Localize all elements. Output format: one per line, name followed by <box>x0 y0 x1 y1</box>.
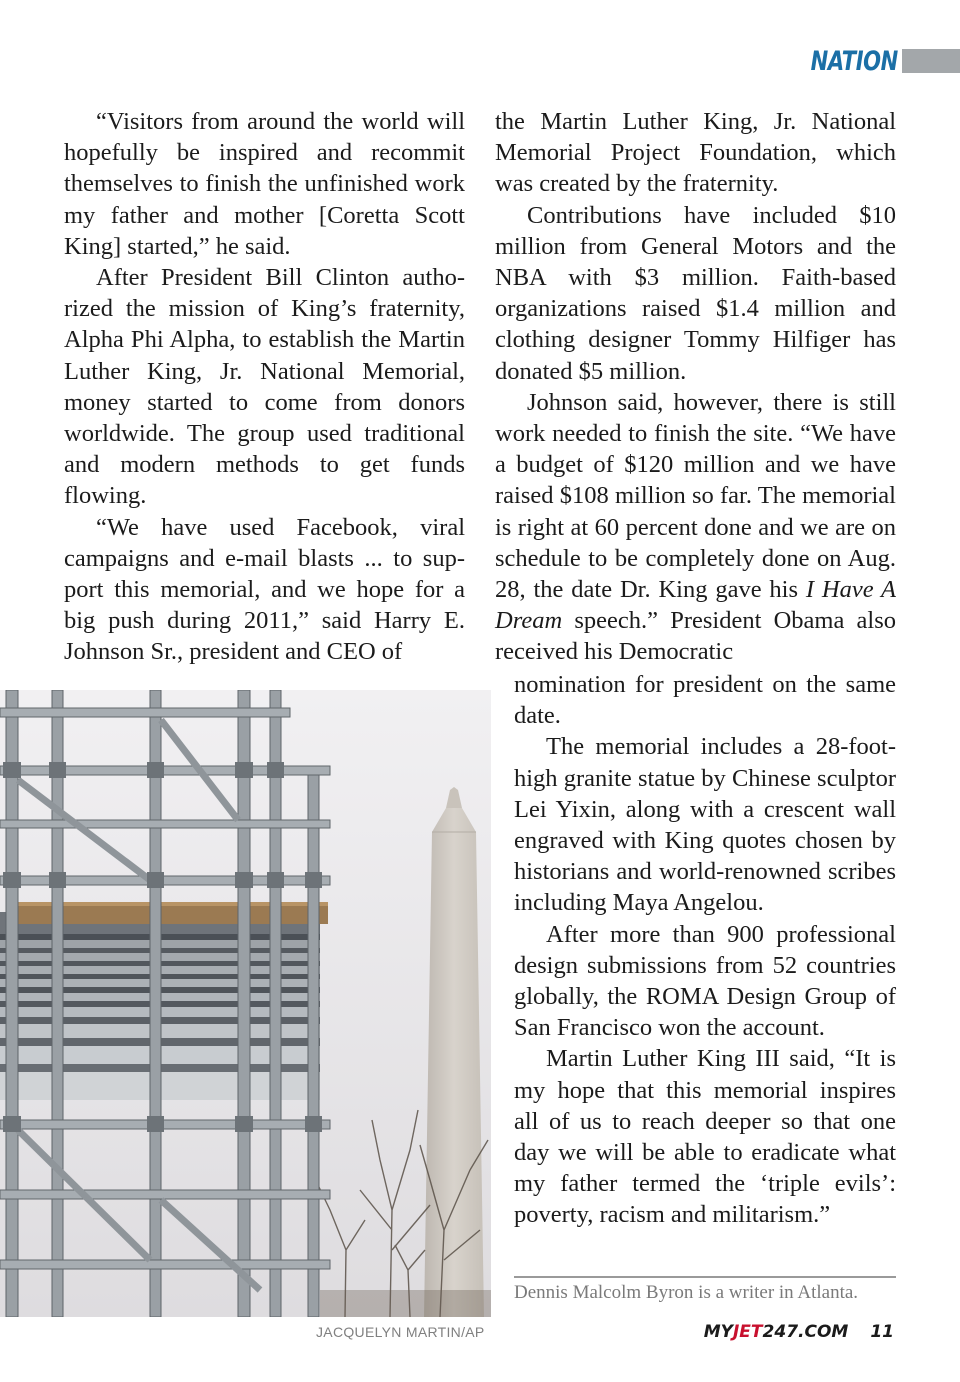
section-label: NATION <box>810 45 898 77</box>
article-column-right-top <box>495 106 896 668</box>
paragraph: Martin Luther King III said, “It is my hope that this memorial inspires all of us to reach deeper so that one day we will be able to eradicate what my father termed the ‘triple evils’: poverty, racism and militarism.” <box>514 1045 896 1229</box>
paragraph: Contributions have included $10 million from General Motors and the NBA with $3 million. Faith-based organizations raised $1.4 million and clothing designer Tommy Hilfiger has donated $5 million. <box>495 201 896 385</box>
paragraph: After more than 900 professional design submissions from 52 countries globally, the ROMA Design Group of San Francisco won the account. <box>514 920 896 1042</box>
article-column-right-bottom <box>514 669 896 1231</box>
article-photo <box>0 690 491 1317</box>
page-number: 11 <box>870 1322 894 1342</box>
scaffolding-monument-image <box>0 690 491 1317</box>
article-column-left <box>64 106 465 668</box>
site-url[interactable] <box>704 1322 849 1342</box>
site-url-prefix: MY <box>703 1322 733 1342</box>
paragraph-text: speech.” President Obama also received his Democratic <box>495 607 896 666</box>
paragraph: nomination for president on the same date. <box>514 671 896 730</box>
author-byline: Dennis Malcolm Byron is a writer in Atlanta. <box>514 1282 859 1303</box>
byline-divider <box>514 1276 896 1278</box>
paragraph: After President Bill Clinton authorized the mission of King’s fraternity, Alpha Phi Alpha, to establish the Martin Luther King, Jr. National Memorial, money started to come from donors worldwide. The group used traditional and modern methods to get funds flowing. <box>64 264 465 510</box>
paragraph: “We have used Facebook, viral campaigns and e-mail blasts ... to support this memorial, and we hope for a big push during 2011,” said Harry E. Johnson Sr., president and CEO of <box>64 513 465 666</box>
paragraph: The memorial includes a 28-foot-high granite statue by Chinese sculptor Lei Yixin, along with a crescent wall engraved with King quotes chosen by historians and world-renowned scribes including Maya Angelou. <box>514 733 896 917</box>
monument <box>424 787 484 1317</box>
paragraph: “Visitors from around the world will hopefully be inspired and recommit themselves to finish the unfinished work my father and mother [Coretta Scott King] started,” he said. <box>64 108 465 260</box>
section-bar <box>902 49 960 73</box>
paragraph: the Martin Luther King, Jr. National Memorial Project Foundation, which was created by the fraternity. <box>495 108 896 198</box>
section-header <box>786 44 960 78</box>
site-url-suffix: 247.COM <box>762 1322 849 1342</box>
paragraph-text: Johnson said, however, there is still work needed to finish the site. “We have a budget of $120 million and we have raised $108 million so far. The memorial is right at 60 percent done and we are on schedule to be completely done on Aug. 28, the date Dr. King gave his <box>495 388 896 604</box>
paragraph <box>495 387 896 668</box>
speech-title: I Have A Dream <box>495 576 896 635</box>
photo-credit: JACQUELYN MARTIN/AP <box>316 1324 485 1340</box>
site-url-accent: JET <box>732 1322 763 1342</box>
page-footer <box>704 1322 894 1342</box>
